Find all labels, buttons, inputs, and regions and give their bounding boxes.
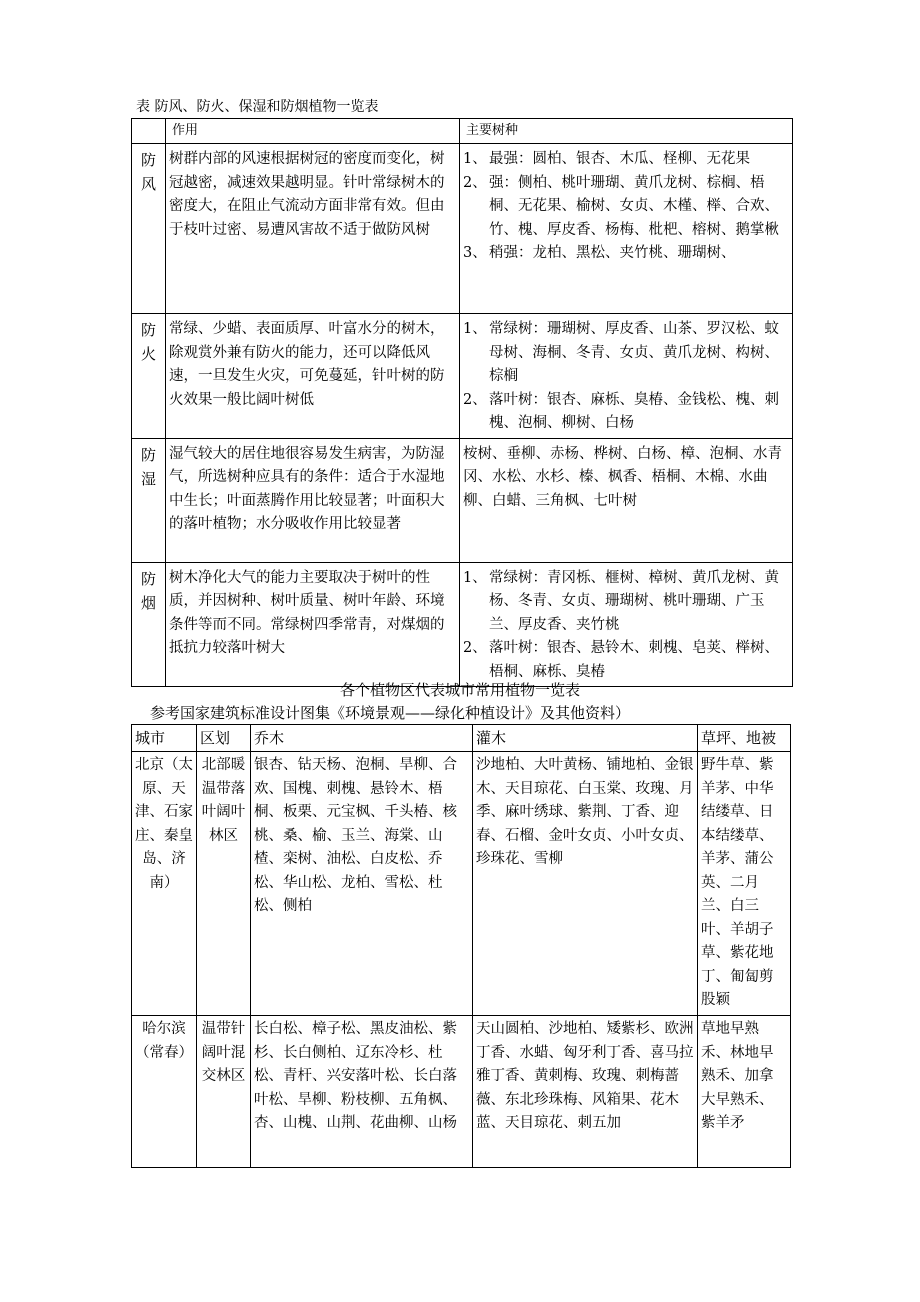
cell-zone: 温带针阔叶混交林区 xyxy=(197,1016,251,1168)
cell-zone: 北部暖温带落叶阔叶林区 xyxy=(197,752,251,1016)
list-text: 最强：圆柏、银杏、木瓜、柽柳、无花果 xyxy=(489,151,750,167)
row-effect: 常绿、少蜡、表面质厚、叶富水分的树木，除观赏外兼有防火的能力，还可以降低风速，一旦发生火灾，可免蔓延，针叶树的防火效果一般比阔叶树低 xyxy=(166,314,460,439)
table1-caption: 表 防风、防火、保湿和防烟植物一览表 xyxy=(136,99,379,115)
cell-shrubs: 天山圆柏、沙地柏、矮紫杉、欧洲丁香、水蜡、匈牙利丁香、喜马拉雅丁香、黄刺梅、玫瑰、刺梅蔷薇、东北珍珠梅、风箱果、花木蓝、天目琼花、刺五加 xyxy=(473,1016,698,1168)
table1-header-row xyxy=(132,119,793,144)
table-row xyxy=(132,438,793,562)
row-effect: 树木净化大气的能力主要取决于树叶的性质，并因树种、树叶质量、树叶年龄、环境条件等而不同。常绿树四季常青，对煤烟的抵抗力较落叶树大 xyxy=(166,562,460,687)
cell-ground: 野牛草、紫羊茅、中华结缕草、日本结缕草、羊茅、蒲公英、二月兰、白三叶、羊胡子草、紫花地丁、匍匐剪股颖 xyxy=(698,752,791,1016)
row-species xyxy=(460,562,793,687)
row-label: 防火 xyxy=(132,314,166,439)
list-item xyxy=(463,242,789,266)
header-zone: 区划 xyxy=(197,725,251,752)
row-label: 防湿 xyxy=(132,438,166,562)
list-item xyxy=(463,637,789,684)
row-label: 防烟 xyxy=(132,562,166,687)
table2-header-row xyxy=(132,725,791,752)
list-num: 1、 xyxy=(463,321,487,337)
list-text: 落叶树：银杏、悬铃木、刺槐、皂荚、榉树、梧桐、麻栎、臭椿 xyxy=(489,640,779,680)
list-text: 常绿树：珊瑚树、厚皮香、山茶、罗汉松、蚊母树、海桐、冬青、女贞、黄爪龙树、构树、棕榈 xyxy=(489,321,779,384)
list-num: 3、 xyxy=(463,245,487,261)
row-species: 桉树、垂柳、赤杨、桦树、白杨、樟、泡桐、水青冈、水松、水杉、榛、枫香、梧桐、木棉、水曲柳、白蜡、三角枫、七叶树 xyxy=(460,438,793,562)
table-row xyxy=(132,144,793,314)
header-ground: 草坪、地被 xyxy=(698,725,791,752)
city-plants-table xyxy=(131,724,791,1168)
cell-trees: 长白松、樟子松、黑皮油松、紫杉、长白侧柏、辽东冷杉、杜松、青杆、兴安落叶松、长白落叶松、旱柳、粉枝柳、五角枫、杏、山槐、山荆、花曲柳、山杨 xyxy=(251,1016,473,1168)
list-num: 1、 xyxy=(463,569,487,586)
list-text: 强：侧柏、桃叶珊瑚、黄爪龙树、棕榈、梧桐、无花果、榆树、女贞、木槿、榉、合欢、竹、槐、厚皮香、杨梅、枇杷、榕树、鹅掌楸 xyxy=(489,174,779,238)
list-item xyxy=(463,567,789,638)
header-city: 城市 xyxy=(132,725,197,752)
row-species xyxy=(460,314,793,439)
row-label: 防风 xyxy=(132,144,166,314)
table2-caption: 各个植物区代表城市常用植物一览表 xyxy=(339,681,580,699)
header-effect: 作用 xyxy=(166,119,460,144)
table-row xyxy=(132,314,793,439)
list-num: 2、 xyxy=(463,391,487,408)
table-row xyxy=(132,752,791,1016)
list-num: 1、 xyxy=(463,151,487,167)
list-item xyxy=(463,318,789,389)
row-species xyxy=(460,144,793,314)
cell-city: 哈尔滨（常春） xyxy=(132,1016,197,1168)
header-trees: 乔木 xyxy=(251,725,473,752)
list-item xyxy=(463,172,789,243)
protection-plants-table xyxy=(131,118,793,687)
list-item xyxy=(463,148,789,172)
cell-shrubs: 沙地柏、大叶黄杨、铺地柏、金银木、天目琼花、白玉棠、玫瑰、月季、麻叶绣球、紫荆、丁香、迎春、石榴、金叶女贞、小叶女贞、珍珠花、雪柳 xyxy=(473,752,698,1016)
header-species: 主要树种 xyxy=(460,119,793,144)
table2-subcaption: 参考国家建筑标准设计图集《环境景观——绿化种植设计》及其他资料） xyxy=(150,704,631,722)
cell-ground: 草地早熟禾、林地早熟禾、加拿大早熟禾、紫羊矛 xyxy=(698,1016,791,1168)
list-text: 稍强：龙柏、黑松、夹竹桃、珊瑚树、 xyxy=(489,245,736,261)
cell-trees: 银杏、钻天杨、泡桐、旱柳、合欢、国槐、刺槐、悬铃木、梧桐、板栗、元宝枫、千头椿、核桃、桑、榆、玉兰、海棠、山楂、栾树、油松、白皮松、乔松、华山松、龙柏、雪松、杜松、侧柏 xyxy=(251,752,473,1016)
table-row xyxy=(132,1016,791,1168)
list-num: 2、 xyxy=(463,640,487,656)
list-item xyxy=(463,389,789,436)
row-effect: 湿气较大的居住地很容易发生病害，为防湿气，所选树种应具有的条件：适合于水湿地中生长；叶面蒸腾作用比较显著；叶面积大的落叶植物；水分吸收作用比较显著 xyxy=(166,438,460,562)
header-shrubs: 灌木 xyxy=(473,725,698,752)
header-blank xyxy=(132,119,166,144)
cell-city: 北京（太原、天津、石家庄、秦皇岛、济南） xyxy=(132,752,197,1016)
list-num: 2、 xyxy=(463,174,487,191)
list-text: 落叶树：银杏、麻栎、臭椿、金钱松、槐、刺槐、泡桐、柳树、白杨 xyxy=(489,391,779,431)
table-row xyxy=(132,562,793,687)
row-effect: 树群内部的风速根据树冠的密度而变化，树冠越密，减速效果越明显。针叶常绿树木的密度大，在阻止气流动方面非常有效。但由于枝叶过密、易遭风害故不适于做防风树 xyxy=(166,144,460,314)
list-text: 常绿树：青冈栎、榧树、樟树、黄爪龙树、黄杨、冬青、女贞、珊瑚树、桃叶珊瑚、广玉兰、厚皮香、夹竹桃 xyxy=(489,569,779,633)
